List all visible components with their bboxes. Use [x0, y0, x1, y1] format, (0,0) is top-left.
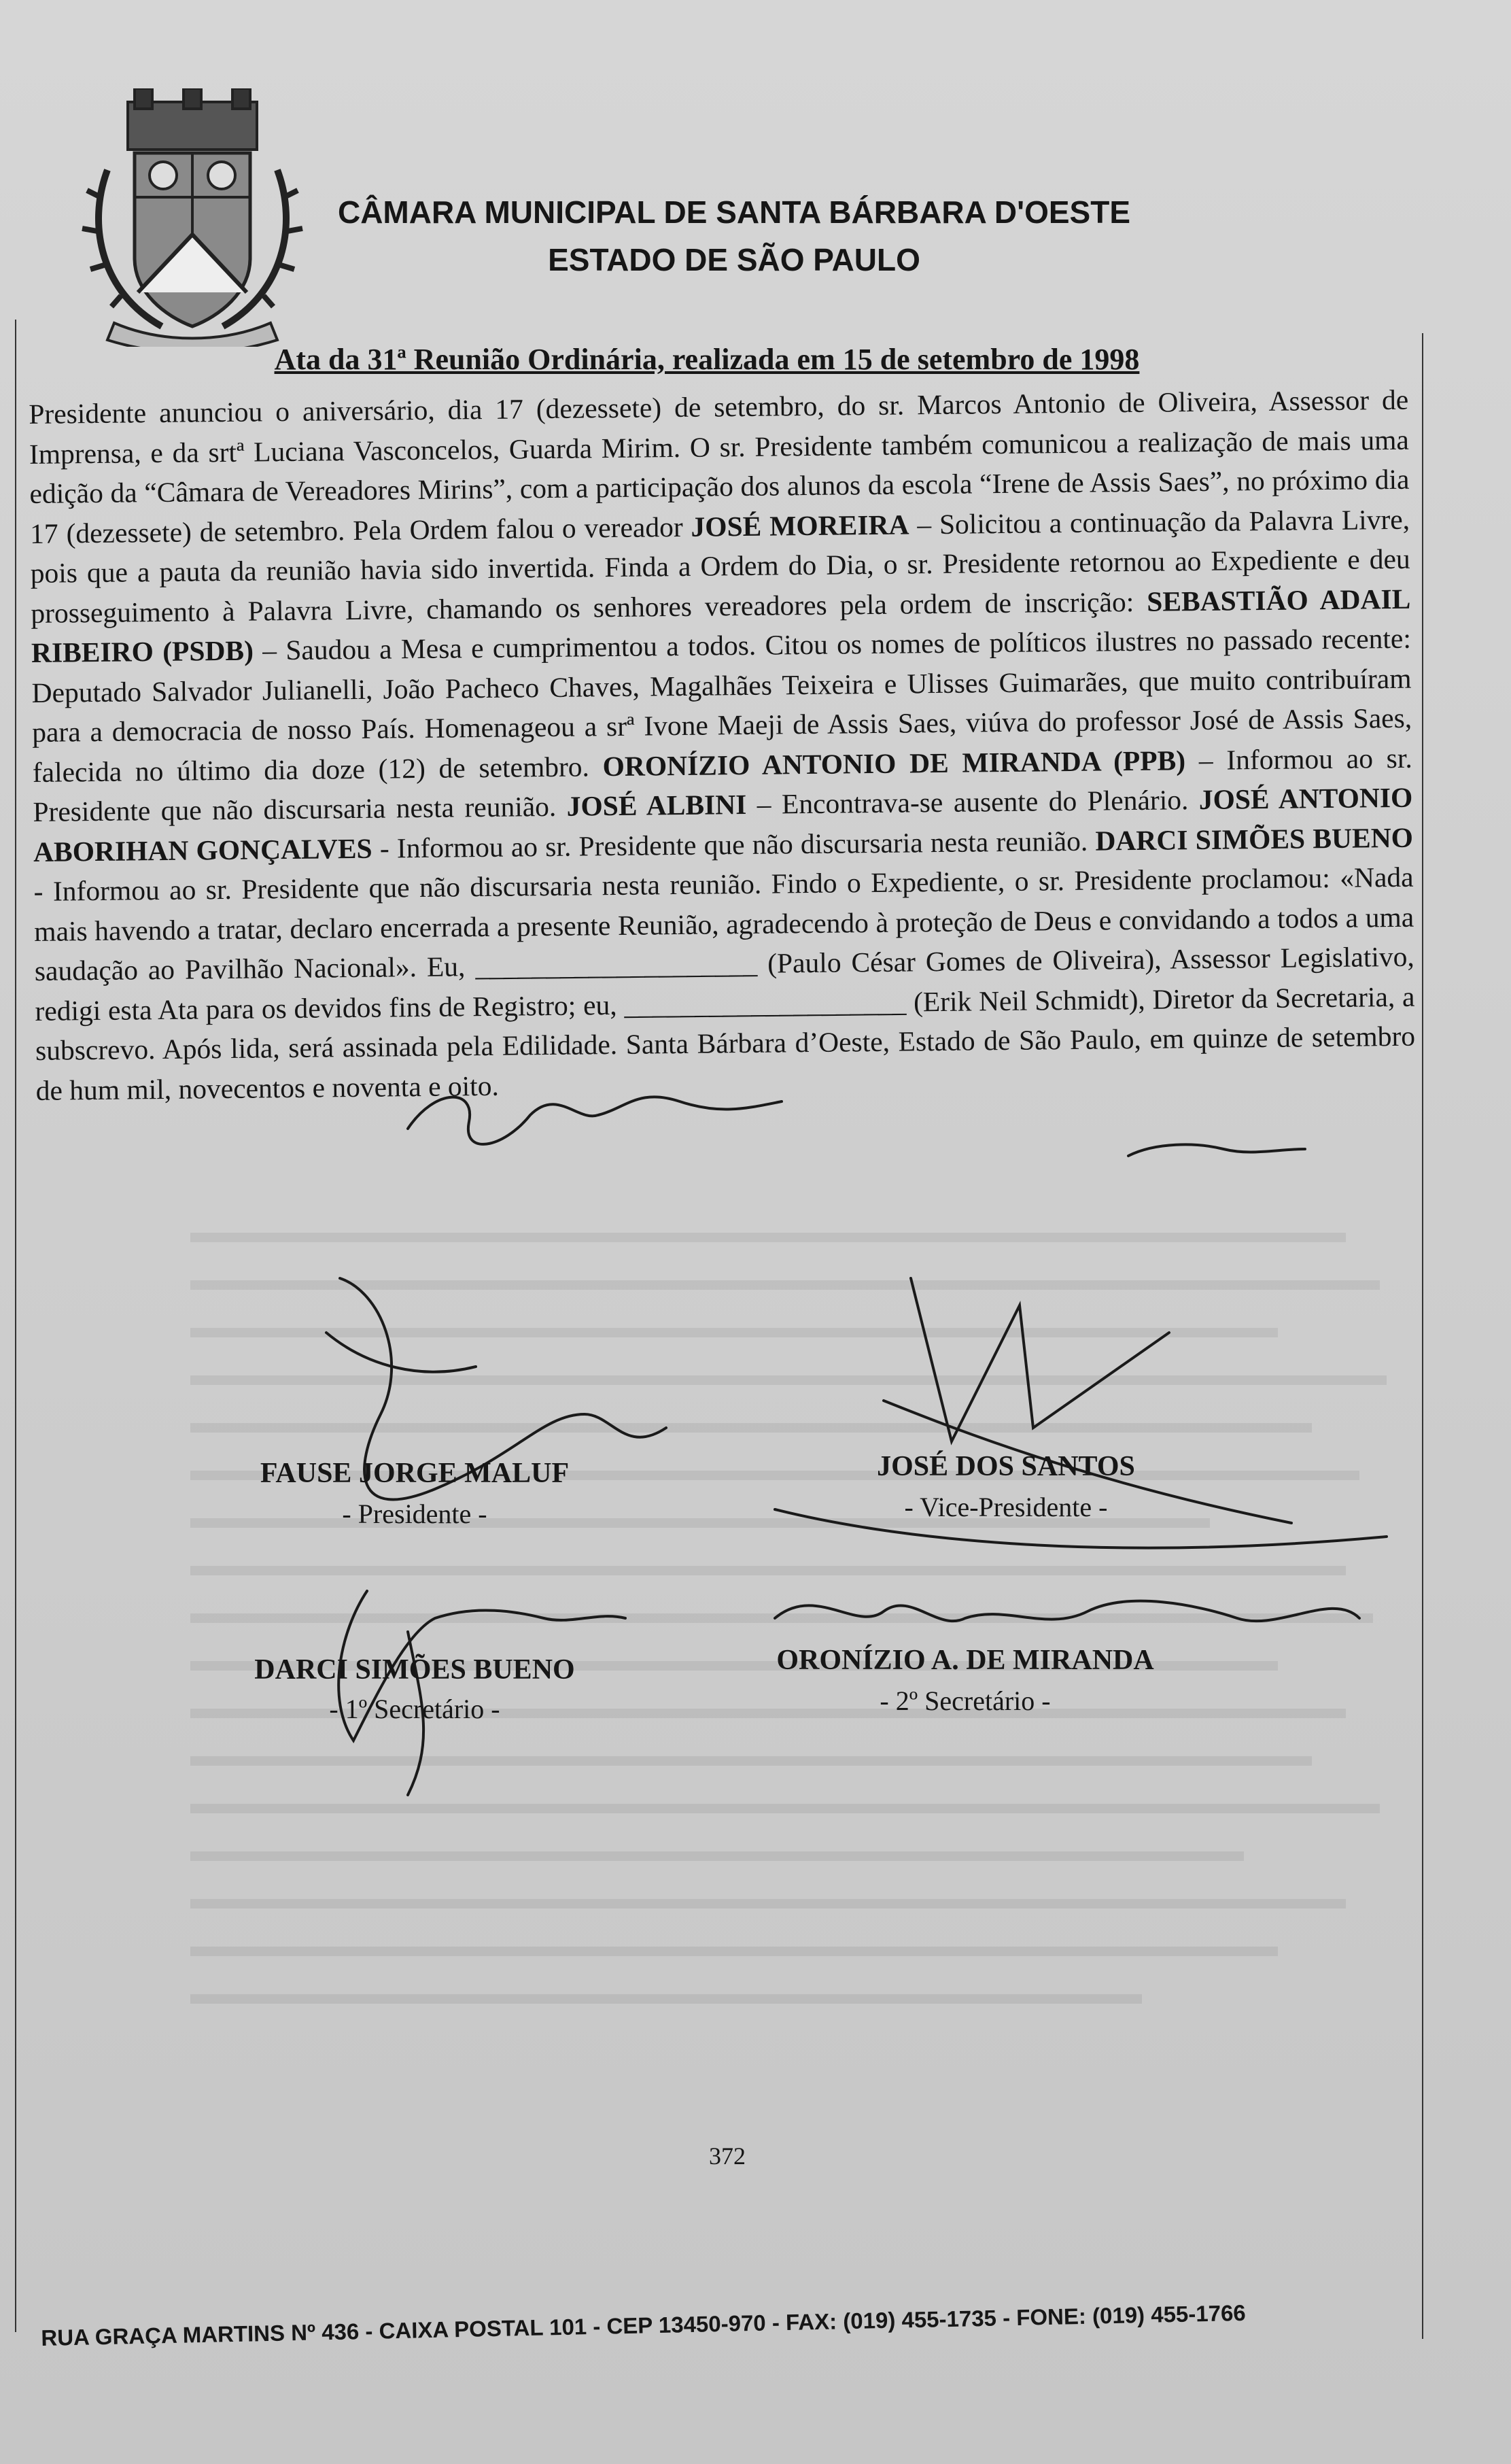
- body-text-segment: – Solicitou a continuação da Palavra Livre, pois que a pauta da reunião havia sido invertida. Finda a Ordem do Dia, o sr. Presidente retornou ao Expediente e deu prosseguimento à Palavra Livre, chamando os senhores vereadores pela ordem de inscrição:: [30, 503, 1410, 629]
- body-text-segment: – Saudou a Mesa e cumprimentou a todos. Citou os nomes de políticos ilustres no passado recente: Deputado Salvador Julianelli, João Pacheco Chaves, Magalhães Teixeira e Ulisses Guimarães, que muito contribuíram para a democracia de nosso País. Homenageou a srª Ivone Maeji de Assis Saes, viúva do professor José de Assis Saes, falecida no último dia doze (12) de setembro.: [31, 622, 1412, 788]
- header-state: ESTADO DE SÃO PAULO: [548, 242, 920, 277]
- signatory-role-vice-president: - Vice-Presidente -: [904, 1492, 1108, 1522]
- body-text-segment: – Informou ao sr. Presidente que não discursaria nesta reunião.: [33, 742, 1412, 827]
- councilor-name: JOSÉ ALBINI: [566, 788, 747, 822]
- signatory-name-first-secretary: DARCI SIMÕES BUENO: [254, 1654, 575, 1686]
- signatory-role-first-secretary: - 1º Secretário -: [329, 1694, 500, 1724]
- body-text-segment: - Informou ao sr. Presidente que não discursaria nesta reunião. Findo o Expediente, o sr. Presidente proclamou: «Nada mais havendo a tratar, declaro encerrada a presente Reunião, agradecendo à proteção de Deus e convidando a todos a uma saudação ao Pavilhão Nacional». Eu, ____________________ (Paulo César Gomes de Oliveira), Assessor Legislativo, redigi esta Ata para os devidos fins de Registro; eu, ____________________ (Erik Neil Schmidt), Diretor da Secretaria, a subscrevo. Após lida, será assinada pela Edilidade. Santa Bárbara d’Oeste, Estado de São Paulo, em quinze de setembro de hum mil, novecentos e noventa e oito.: [33, 861, 1416, 1106]
- councilor-name: SEBASTIÃO ADAIL RIBEIRO (PSDB): [31, 583, 1411, 668]
- signatory-name-second-secretary: ORONÍZIO A. DE MIRANDA: [776, 1645, 1154, 1676]
- minutes-paragraph: [29, 380, 1416, 1110]
- margin-line-left: [15, 320, 16, 2332]
- margin-line-right: [1422, 333, 1423, 2339]
- councilor-name: JOSÉ ANTONIO ABORIHAN GONÇALVES: [33, 781, 1413, 868]
- councilor-name: ORONÍZIO ANTONIO DE MIRANDA (PPB): [602, 744, 1186, 782]
- signatory-role-president: - Presidente -: [342, 1499, 487, 1529]
- body-text-segment: – Encontrava-se ausente do Plenário.: [746, 784, 1200, 820]
- councilor-name: JOSÉ MOREIRA: [691, 508, 909, 543]
- footer-address: RUA GRAÇA MARTINS Nº 436 - CAIXA POSTAL 101 - CEP 13450-970 - FAX: (019) 455-1735 - FONE: (019) 455-1766: [41, 2299, 1247, 2350]
- minutes-title: Ata da 31ª Reunião Ordinária, realizada em 15 de setembro de 1998: [274, 343, 1140, 376]
- page-number: 372: [709, 2142, 746, 2170]
- signature-director: [1128, 1144, 1305, 1156]
- header-institution: CÂMARA MUNICIPAL DE SANTA BÁRBARA D'OESTE: [337, 194, 1131, 230]
- municipal-crest-icon: [80, 88, 305, 347]
- minutes-body: [29, 380, 1416, 1110]
- body-text-segment: Presidente anunciou o aniversário, dia 17 (dezessete) de setembro, do sr. Marcos Antonio de Oliveira, Assessor de Imprensa, e da srtª Luciana Vasconcelos, Guarda Mirim. O sr. Presidente também comunicou a realização de mais uma edição da “Câmara de Vereadores Mirins”, com a participação dos alunos da escola “Irene de Assis Saes”, no próximo dia 17 (dezessete) de setembro. Pela Ordem falou o vereador: [29, 383, 1410, 549]
- signatory-name-vice-president: JOSÉ DOS SANTOS: [877, 1451, 1135, 1482]
- signatory-role-second-secretary: - 2º Secretário -: [880, 1686, 1051, 1716]
- signatory-name-president: FAUSE JORGE MALUF: [260, 1458, 570, 1489]
- body-text-segment: - Informou ao sr. Presidente que não discursaria nesta reunião.: [372, 825, 1096, 864]
- councilor-name: DARCI SIMÕES BUENO: [1095, 821, 1414, 857]
